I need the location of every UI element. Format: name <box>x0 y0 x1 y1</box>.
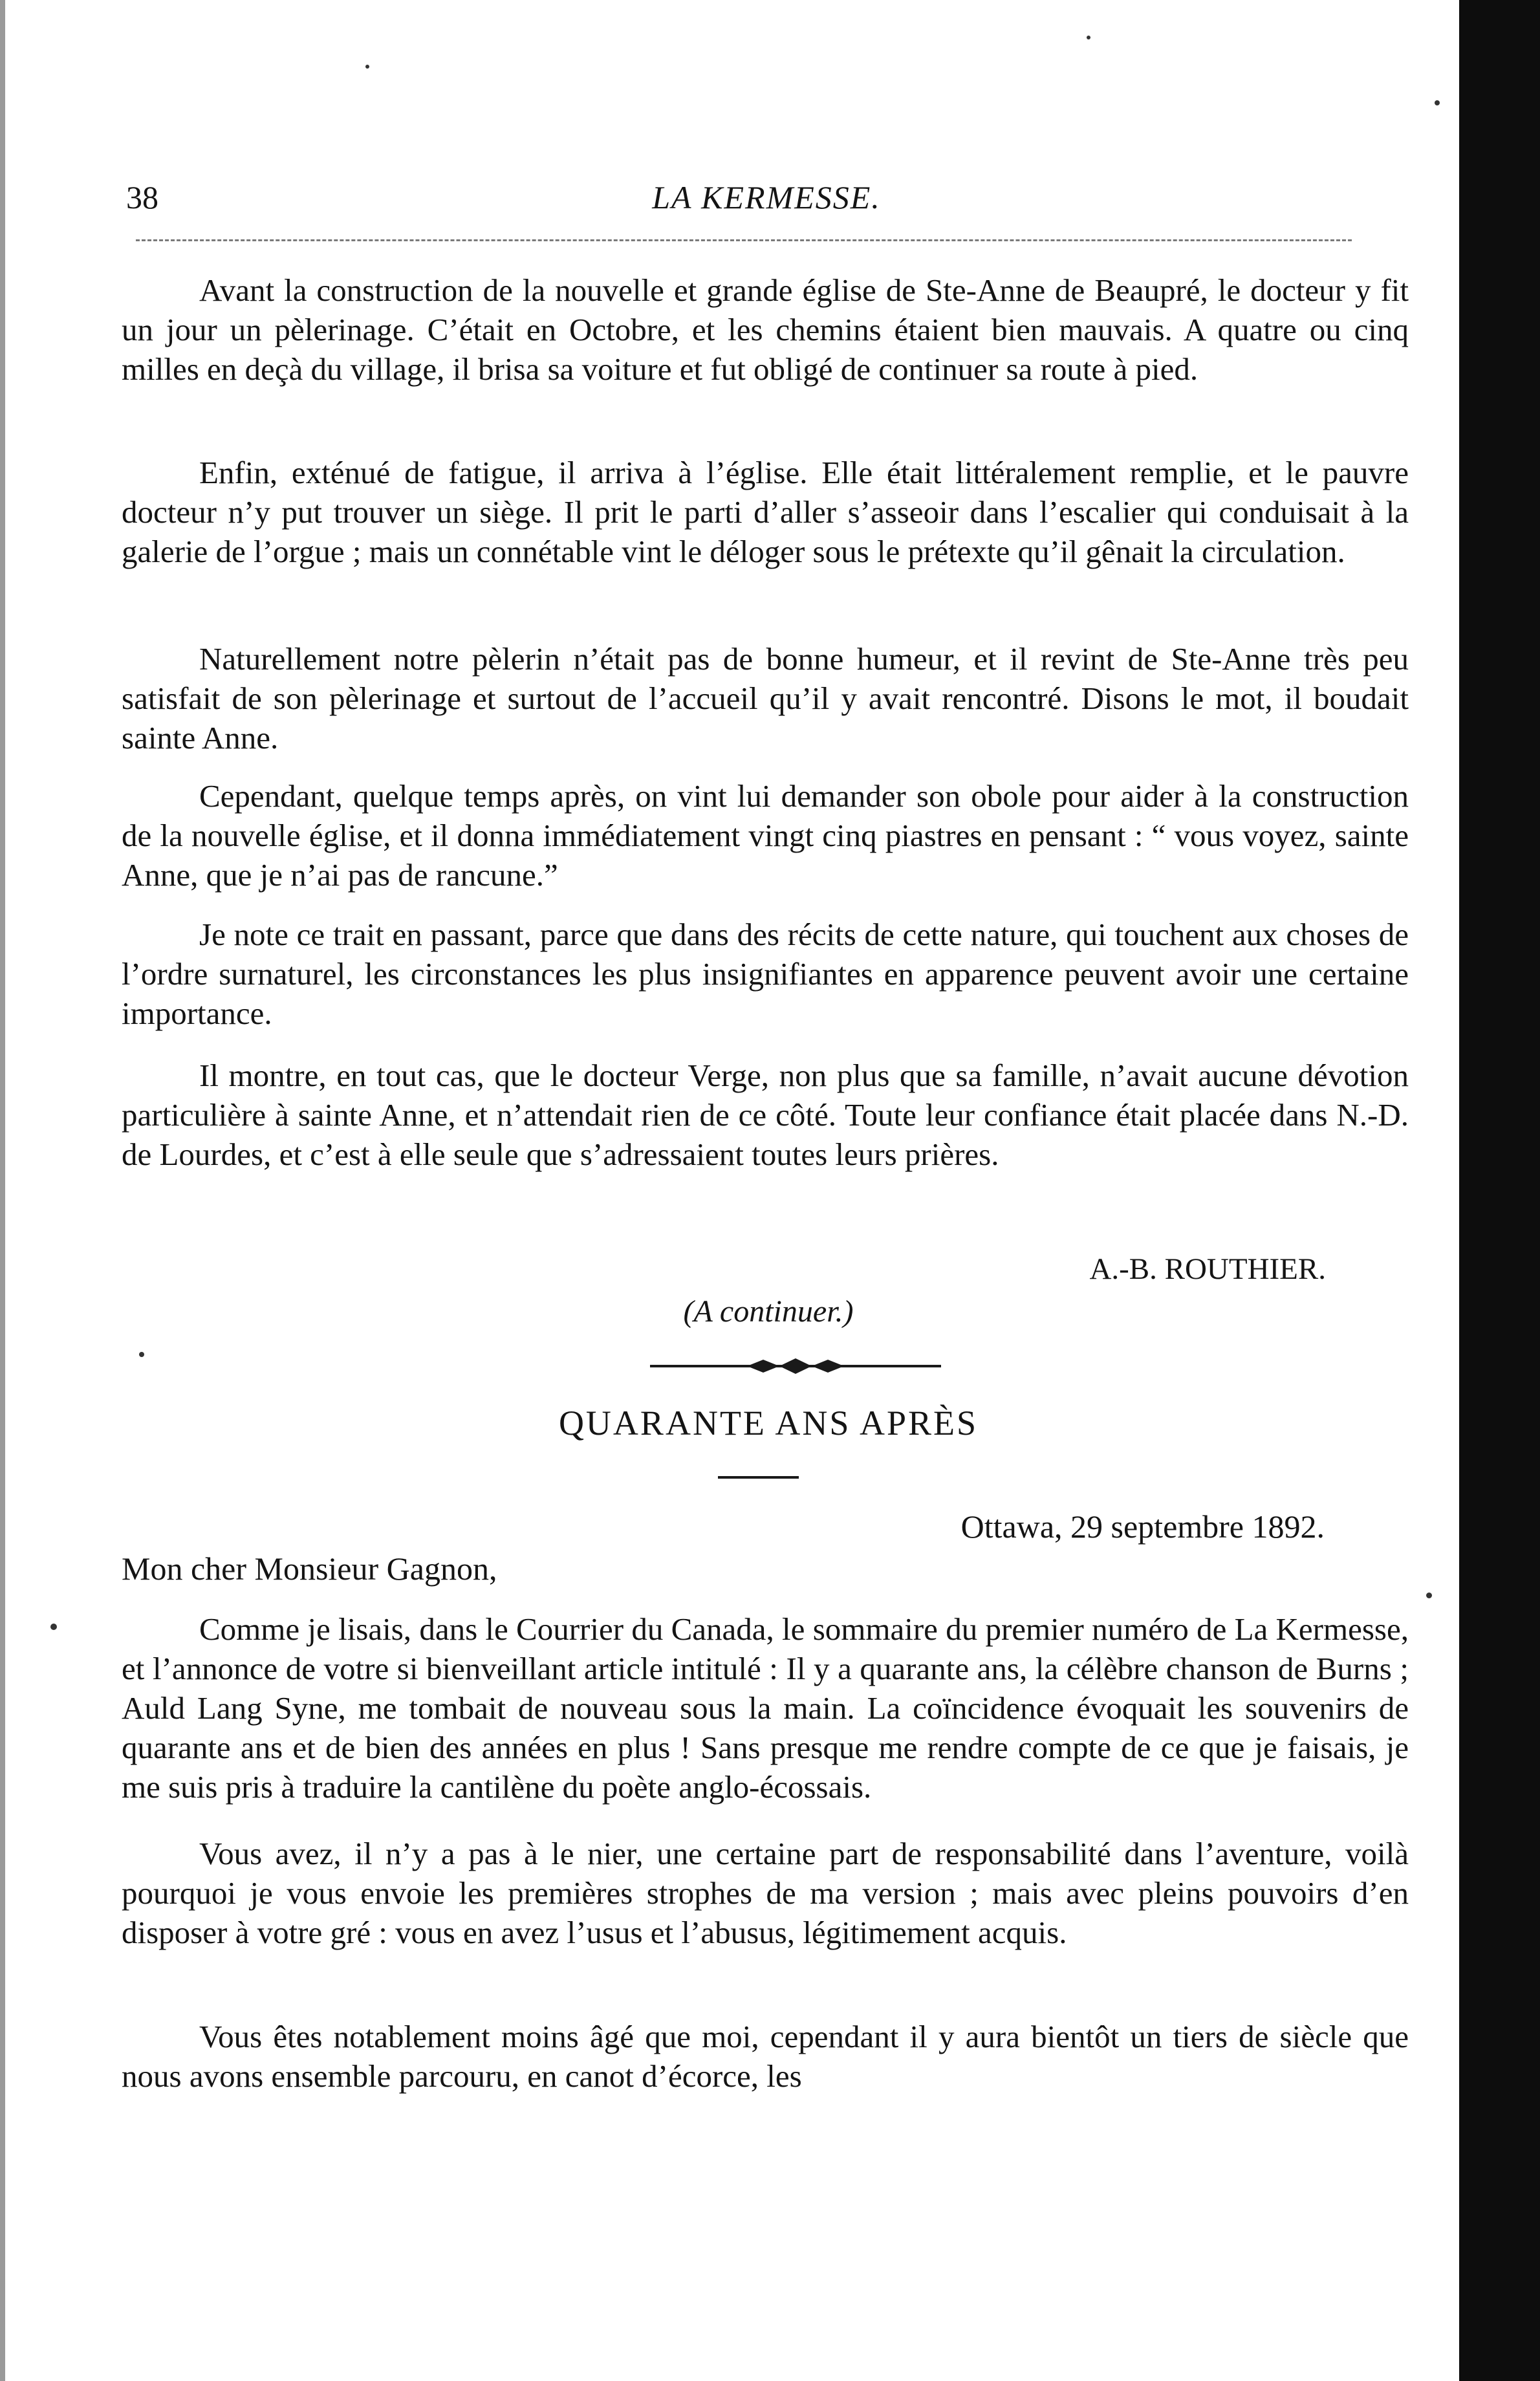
running-title: LA KERMESSE. <box>652 179 881 215</box>
scan-speck <box>1426 1593 1432 1598</box>
page-left-edge <box>0 0 5 2381</box>
scan-dark-border <box>1459 0 1540 2381</box>
article2-paragraph-2: Vous avez, il n’y a pas à le nier, une certaine part de responsabilité dans l’aventure, voilà pourquoi je vous envoie les premières strophes de ma version ; mais avec pleins pouvoirs d’en disposer à votre gré : vous en avez l’usus et l’abusus, légitimement acquis. <box>122 1836 1409 1950</box>
letter-dateline: Ottawa, 29 septembre 1892. <box>960 1508 1325 1545</box>
title-rule <box>718 1476 799 1479</box>
to-be-continued: (A continuer.) <box>683 1294 854 1329</box>
article1-paragraph-3: Naturellement notre pèlerin n’était pas de bonne humeur, et il revint de Ste-Anne très peu satisfait de son pèlerinage et surtout de l’accueil qu’il y avait rencontré. Disons le mot, il boudait sainte Anne. <box>122 641 1409 756</box>
scan-speck <box>1435 100 1440 105</box>
page-header <box>126 171 1407 223</box>
scan-speck <box>365 65 369 69</box>
scan-speck <box>1087 36 1090 39</box>
article1-paragraph-6: Il montre, en tout cas, que le docteur Verge, non plus que sa famille, n’avait aucune dévotion particulière à sainte Anne, et n’attendait rien de ce côté. Toute leur confiance était placée dans N.-D. de Lourdes, et c’est à elle seule que s’adressaient toutes leurs prières. <box>122 1058 1409 1172</box>
header-rule <box>136 239 1352 241</box>
scan-speck <box>139 1352 144 1357</box>
article2-paragraph-1: Comme je lisais, dans le Courrier du Canada, le sommaire du premier numéro de La Kermesse, et l’annonce de votre si bienveillant article intitulé : Il y a quarante ans, la célèbre chanson de Burns ; Auld Lang Syne, me tombait de nouveau sous la main. La coïncidence évoquait les souvenirs de quarante ans et de bien des années en plus ! Sans presque me rendre compte de ce que je faisais, je me suis pris à traduire la cantilène du poète anglo-écossais. <box>122 1611 1409 1805</box>
article1-paragraph-2: Enfin, exténué de fatigue, il arriva à l’église. Elle était littéralement remplie, et le pauvre docteur n’y put trouver un siège. Il prit le parti d’aller s’asseoir dans l’escalier qui conduisait à la galerie de l’orgue ; mais un connétable vint le déloger sous le prétexte qu’il gênait la circulation. <box>122 455 1409 569</box>
article1-paragraph-1: Avant la construction de la nouvelle et grande église de Ste-Anne de Beaupré, le docteur y fit un jour un pèlerinage. C’était en Octobre, et les chemins étaient bien mauvais. A quatre ou cinq milles en deçà du village, il brisa sa voiture et fut obligé de continuer sa route à pied. <box>122 272 1409 387</box>
author-signature: A.-B. ROUTHIER. <box>1089 1252 1326 1286</box>
article-title: QUARANTE ANS APRÈS <box>558 1404 979 1442</box>
page-number: 38 <box>126 179 158 215</box>
article2-paragraph-3: Vous êtes notablement moins âgé que moi, cependant il y aura bientôt un tiers de siècle que nous avons ensemble parcouru, en canot d’écorce, les <box>122 2019 1409 2094</box>
scan-speck <box>50 1624 57 1630</box>
article1-paragraph-4: Cependant, quelque temps après, on vint lui demander son obole pour aider à la construction de la nouvelle église, et il donna immédiatement vingt cinq piastres en pensant : “ vous voyez, sainte Anne, que je n’ai pas de rancune.” <box>122 778 1409 893</box>
letter-salutation: Mon cher Monsieur Gagnon, <box>122 1550 497 1587</box>
article1-paragraph-5: Je note ce trait en passant, parce que dans des récits de cette nature, qui touchent aux choses de l’ordre surnaturel, les circonstances les plus insignifiantes en apparence peuvent avoir une certaine importance. <box>122 917 1409 1031</box>
section-divider-ornament <box>650 1358 941 1374</box>
